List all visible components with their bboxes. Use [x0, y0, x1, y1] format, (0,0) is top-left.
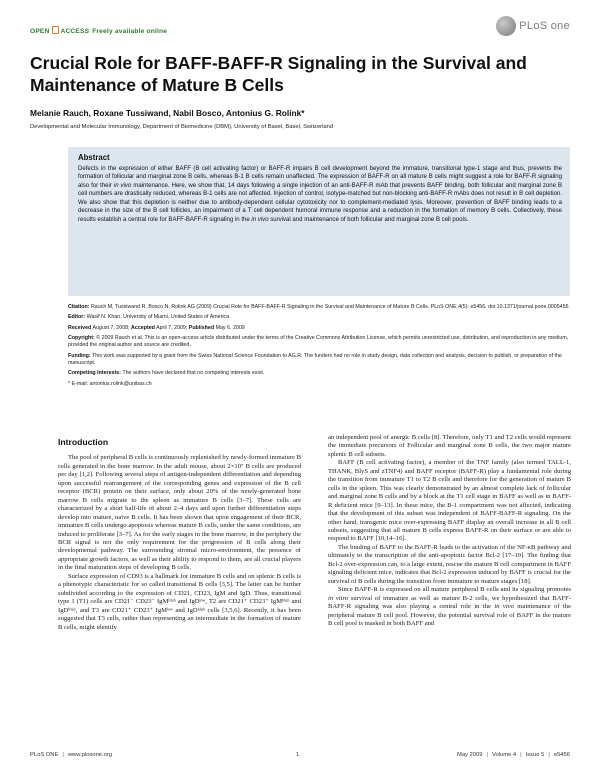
journal-logo-text: PLoS one — [519, 20, 570, 32]
footer-issue-info — [457, 752, 570, 758]
footer-separator: | — [548, 752, 550, 758]
email-row — [68, 381, 570, 388]
competing-interests-label: Competing Interests: — [68, 370, 121, 377]
plos-logo-icon — [496, 16, 516, 36]
open-access-lock-icon — [52, 26, 59, 34]
body-column-right — [328, 434, 571, 628]
footer-website[interactable]: www.plosone.org — [67, 752, 113, 758]
corresponding-email[interactable]: * E-mail: antonius.rolink@unibas.ch — [68, 380, 152, 387]
dates-row — [68, 325, 570, 332]
funding-row — [68, 353, 570, 367]
footer-separator: | — [486, 752, 488, 758]
body-column-left — [58, 438, 301, 632]
editor-label: Editor: — [68, 314, 86, 321]
funding-label: Funding: — [68, 352, 91, 359]
published-label: Published — [188, 324, 215, 331]
editor-text: Wasif N. Khan, University of Miami, United States of America — [86, 314, 230, 321]
body-paragraph: The binding of BAFF to the BAFF-R leads to the activation of the NF-κB pathway and ultimately to the transcription of the anti-apoptotic factor Bcl-2 [17–19]. The finding that Bcl-2 over-expression can, to a large extent, rescue the mature B cell compartment in BAFF signaling deficient mice, indicates that Bcl-2 expression induced by BAFF is crucial for the survival of B cells during the transition from immature to mature stages [18]. — [328, 543, 571, 585]
abstract-text-part: maintenance. Here, we show that, 14 days following a single injection of an anti-BAFF-R mAb that prevents BAFF binding, both follicular and marginal zone B cell numbers are drastically reduced, whereas B-1 cells are not affected. Injection of control, isotype-matched but non-blocking anti-BAFF-R mAbs does not result in B cell depletion. We also show that this depletion is neither due to antibody-dependent cellular cytotoxicity nor to complement-mediated lysis. Moreover, prevention of BAFF binding leads to a decrease in the size of the B cell follicles, an impairment of a T cell dependent humoral immune response and a reduction in the formation of memory B cells. Collectively, these results establish a central role for BAFF-BAFF-R signaling in the — [78, 182, 563, 223]
accepted-date: April 7, 2009; — [156, 324, 188, 331]
body-paragraph — [328, 586, 571, 628]
page-number: 1 — [296, 752, 300, 758]
citation-text: Rauch M, Tussiwand R, Bosco N, Rolink AG (2009) Crucial Role for BAFF-BAFF-R Signaling in the Survival and Maintenance of Mature B Cells. PLoS ONE 4(5): e5456. doi:10.1371/journal.pone.0005456 — [90, 304, 569, 310]
article-title: Crucial Role for BAFF-BAFF-R Signaling in the Survival and Maintenance of Mature B Cells — [30, 53, 527, 95]
competing-interests-text: The authors have declared that no competing interests exist. — [122, 370, 265, 377]
received-date: August 7, 2008; — [92, 324, 130, 331]
body-text-part: Since BAFF-R is expressed on all mature peripheral B cells and its signaling promotes — [338, 586, 571, 594]
open-access-banner — [30, 26, 167, 35]
journal-logo — [496, 14, 570, 38]
footer-journal-name: PLoS ONE — [30, 752, 59, 758]
footer-article-id: e5456 — [553, 752, 570, 758]
copyright-text: © 2009 Rauch et al. This is an open-access article distributed under the terms of the Creative Commons Attribution License, which permits unrestricted use, distribution, and reproduction in any medium, provided the original author and source are credited. — [68, 335, 569, 349]
affiliation: Developmental and Molecular Immunology, Department of Biomedicine (DBM), University of Basel, Basel, Switzerland — [30, 124, 334, 130]
copyright-label: Copyright: — [68, 335, 95, 342]
abstract-italic: in vivo — [113, 182, 132, 189]
access-label: ACCESS — [60, 28, 90, 35]
abstract-text-part: Defects in the expression of either BAFF (B cell activating factor) or BAFF-R impairs B cell development beyond the immature, transitional type-1 stage and thus, prevents the formation of follicular and marginal zone B cells, whereas B-1 B cells remain unaffected. The expression of BAFF-R on all mature B cells might suggest a role for BAFF-R signaling also for their — [78, 166, 562, 189]
received-label: Received — [68, 324, 92, 331]
footer-journal — [30, 752, 112, 758]
copyright-row — [68, 335, 570, 349]
footer-separator: | — [62, 752, 64, 758]
page-footer — [30, 752, 570, 764]
published-date: May 6, 2009 — [215, 324, 245, 331]
funding-text: This work was supported by a grant from the Swiss National Science Foundation to AG.R. The funders had no role in study design, data collection and analysis, decision to publish, or preparation of the manuscript. — [68, 352, 562, 366]
article-metadata — [68, 304, 570, 391]
footer-date: May 2009 — [456, 752, 483, 758]
abstract-text — [78, 165, 562, 224]
body-paragraph: an independent pool of anergic B cells [8]. Therefore, only T1 and T2 cells would represent the immediate precursors of Follicular and marginal zone B cells, the two major mature splenic B cell subsets. — [328, 434, 571, 458]
citation-label: Citation: — [68, 304, 90, 310]
body-italic: in vitro — [328, 594, 349, 602]
body-paragraph: The pool of peripheral B cells is continuously replenished by newly-formed immature B cells generated in the bone marrow. In the adult mouse, about 2×10⁷ B cells are produced per day [1,2]. Following several steps of antigen-independent differentiation and depending upon successful rearrangement of the corresponding genes and expression of the B cell receptor (BCR) protein on their surface, only about 20% of the newly-generated bone marrow B cells migrate to the spleen as immature B cells [3–7]. These cells are characterized by a short half-life of about 2–4 days and upon further differentiation steps develop into mature, naïve B cells. It has been shown that upon engagement of their BCR, immature B cells undergo apoptosis whereas mature B cells, under the same conditions, are induced to proliferate [3–7]. As for the early stages in the bone marrow, in the periphery the BCR signal is not the only requirement for the progression of B cells along their developmental pathway. The surrounding stromal micro-environment, the presence of appropriate growth factors, as well as their ability to respond to them, are all crucial players in the final maturation steps of developing B cells. — [58, 454, 301, 572]
abstract-text-part: survival and maintenance of both follicular and marginal zone B cell pools. — [268, 216, 469, 223]
citation-row — [68, 304, 570, 311]
body-paragraph: Surface expression of CD93 is a hallmark for immature B cells and on splenic B cells is a phenotypic characteristic for so called transitional B cells [3,5]. The latter can be further subdivided according to the expression of CD21, CD23, IgM and IgD. Thus, transitional type 1 (T1) cells are CD21⁻ CD23⁻ IgMʰⁱᵍʰ and IgDˡᵒʷ, T2 are CD21⁺ CD23⁺ IgMʰⁱᵍʰ and IgDʰⁱᵍʰ, and T3 are CD21⁺ CD23⁺ IgMˡᵒʷ and IgDʰⁱᵍʰ cells [3,5,6]. Recently, it has been suggested that T3 cells, rather than representing an intermediate in the formation of mature B cells, might identify — [58, 572, 301, 631]
abstract-box — [68, 147, 570, 296]
body-paragraph: BAFF (B cell activating factor), a member of the TNF family (also termed TALL-1, THANK, BlyS and zTNF4) and BAFF receptor (BAFF-R) play a fundamental role during the transition from immature T1 to T2 B cells and therefore for the generation of mature B cells in the spleen. This was clearly demonstrated by an almost complete lack of follicular and marginal zone B cells and by a block at the T1 cell stage in BAFF as well as in BAFF-R deficient mice [9–13]. In these mice, the B-1 compartment was not affected, indicating that the development of this subset was independent of BAFF-BAFF-R signaling. On the other hand, transgenic mice over-expressing BAFF display an overall increase in all B cell subsets, suggesting that all mature B cells express BAFF-R on their surface or are able to respond to BAFF [10,14–16]. — [328, 459, 571, 543]
freely-available-label: Freely available online — [92, 28, 168, 35]
journal-header — [30, 20, 570, 40]
abstract-heading: Abstract — [78, 153, 110, 162]
open-label: OPEN — [30, 28, 50, 35]
abstract-italic: in vivo — [251, 216, 269, 223]
editor-row — [68, 314, 570, 321]
author-list: Melanie Rauch, Roxane Tussiwand, Nabil Bosco, Antonius G. Rolink* — [30, 108, 305, 118]
footer-issue: Issue 5 — [525, 752, 545, 758]
footer-separator: | — [520, 752, 522, 758]
body-text-part: survival of immature as well as mature B-2 cells, we hypothesized that BAFF-BAFF-R signaling was also playing a central role in the — [328, 594, 571, 611]
competing-interests-row — [68, 370, 570, 377]
footer-volume: Volume 4 — [491, 752, 517, 758]
body-text-part: maintenance of the peripheral mature B cell pool. However, the potential survival role of BAFF in the mature B cell pool is masked in both BAFF and — [328, 603, 571, 627]
accepted-label: Accepted — [131, 324, 155, 331]
body-italic: in vivo — [494, 603, 514, 611]
introduction-heading: Introduction — [58, 437, 109, 447]
